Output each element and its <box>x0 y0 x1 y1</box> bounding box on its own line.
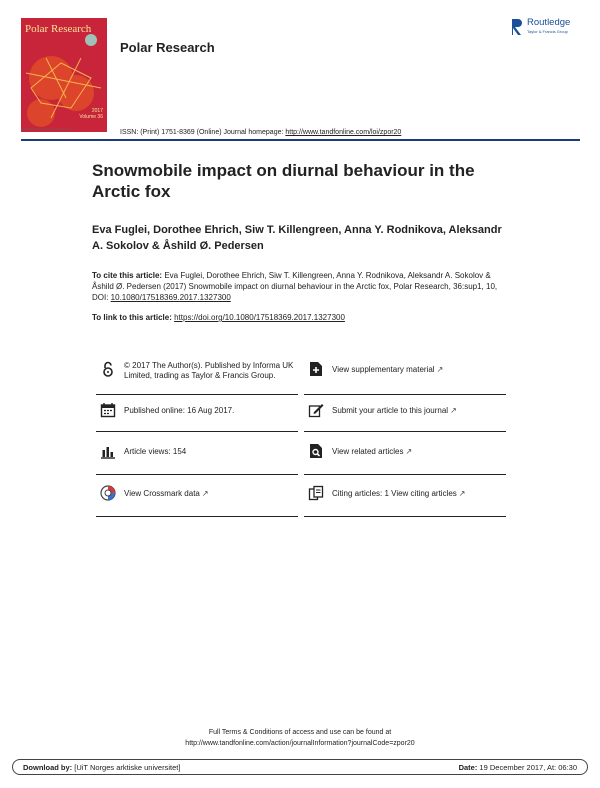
external-link-icon: ↗ <box>450 406 457 415</box>
submit-label: Submit your article to this journal <box>332 406 449 415</box>
published-date <box>100 402 298 418</box>
external-link-icon: ↗ <box>201 489 209 498</box>
journal-homepage-link[interactable]: http://www.tandfonline.com/loi/zpor20 <box>285 129 402 136</box>
link-label: To link to this article: <box>92 313 175 322</box>
citing-label: Citing articles: 1 View citing articles <box>332 489 457 498</box>
grid-rule <box>304 516 506 517</box>
supplementary-label: View supplementary material <box>332 365 435 374</box>
calendar-icon <box>100 402 116 418</box>
related-search-icon <box>308 443 324 459</box>
citation-block <box>92 270 512 303</box>
crossmark-icon <box>100 485 116 501</box>
supplementary-doc-icon <box>308 361 324 377</box>
supplementary-material-link[interactable] <box>308 361 506 377</box>
license-text: © 2017 The Author(s). Published by Informa UK Limited, trading as Taylor & Francis Group. <box>124 361 294 380</box>
terms-notice <box>0 727 600 749</box>
author-list: Eva Fuglei, Dorothee Ehrich, Siw T. Killengreen, Anna Y. Rodnikova, Aleksandr A. Sokolov & Åshild Ø. Pedersen <box>92 224 502 252</box>
cover-title: Polar Research <box>25 23 92 35</box>
cite-text: Eva Fuglei, Dorothee Ehrich, Siw T. Killengreen, Anna Y. Rodnikova, Aleksandr A. Sokolov & Åshild Ø. Pedersen (2017) Snowmobile impact on diurnal behaviour in the Arctic fox, Polar Research, 36:sup1, 10, DOI: <box>92 271 498 302</box>
download-label: Download by: <box>23 763 73 772</box>
published-text: Published online: 16 Aug 2017. <box>124 406 235 415</box>
publisher-name: Routledge <box>527 17 571 28</box>
article-title: Snowmobile impact on diurnal behaviour in the Arctic fox <box>92 161 475 201</box>
cite-doi-link[interactable]: 10.1080/17518369.2017.1327300 <box>110 293 231 302</box>
terms-link[interactable]: http://www.tandfonline.com/action/journalInformation?journalCode=zpor20 <box>185 740 415 747</box>
date-value: 19 December 2017, At: 06:30 <box>477 763 577 772</box>
citing-articles-link[interactable] <box>308 485 506 501</box>
grid-rule <box>304 474 506 475</box>
related-articles-link[interactable] <box>308 443 506 459</box>
crossmark-label: View Crossmark data <box>124 489 200 498</box>
download-info-bar <box>12 759 588 775</box>
license-info <box>100 361 298 380</box>
cover-caption: Supplement 1 Arctic fox special issue <box>21 127 71 131</box>
terms-line-1: Full Terms & Conditions of access and use can be found at <box>208 729 392 736</box>
journal-cover-image <box>21 18 107 132</box>
issn-text: ISSN: (Print) 1751-8369 (Online) Journal homepage: <box>120 129 286 136</box>
header-rule <box>21 139 580 141</box>
submit-article-link[interactable] <box>308 402 506 418</box>
grid-rule <box>96 516 298 517</box>
article-doi-link[interactable]: https://doi.org/10.1080/17518369.2017.1327300 <box>174 313 345 322</box>
article-link-line <box>92 313 345 322</box>
date-label: Date: <box>458 763 478 772</box>
citing-articles-icon <box>308 485 324 501</box>
publisher-subtitle: Taylor & Francis Group <box>527 29 568 34</box>
routledge-r-icon <box>510 17 524 37</box>
related-label: View related articles <box>332 447 404 456</box>
views-text: Article views: 154 <box>124 447 187 456</box>
bar-chart-icon <box>100 443 116 459</box>
grid-rule <box>304 431 506 432</box>
grid-rule <box>304 394 506 395</box>
publisher-logo <box>510 17 580 39</box>
journal-name: Polar Research <box>120 40 215 55</box>
grid-rule <box>96 394 298 395</box>
article-views <box>100 443 298 459</box>
download-value: [UiT Norges arktiske universitet] <box>72 763 181 772</box>
external-link-icon: ↗ <box>458 489 466 498</box>
issn-line <box>120 129 401 136</box>
pencil-edit-icon <box>308 402 324 418</box>
open-access-icon <box>100 361 116 377</box>
external-link-icon: ↗ <box>405 447 413 456</box>
crossmark-link[interactable] <box>100 485 298 501</box>
cite-label: To cite this article: <box>92 271 165 280</box>
cover-volume: 2017 Volume 36 <box>79 108 103 120</box>
external-link-icon: ↗ <box>436 365 444 374</box>
grid-rule <box>96 474 298 475</box>
grid-rule <box>96 431 298 432</box>
